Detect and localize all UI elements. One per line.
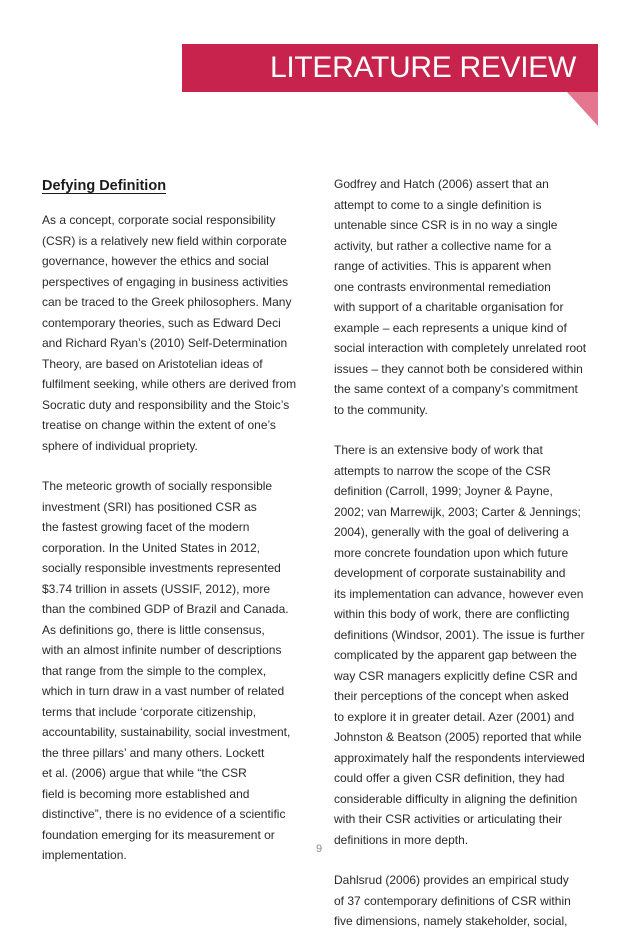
paragraph: There is an extensive body of work that attempts to narrow the scope of the CSR definition (Carroll, 1999; Joyner & Payne, 2002; van Marrewijk, 2003; Carter & Jennings; 2004), generally with the goal of delivering a more concrete foundation upon which future development of corporate sustainability and its implementation can advance, however even within this body of work, there are conflicting definitions (Windsor, 2001). The issue is further complicated by the apparent gap between the way CSR managers explicitly define CSR and their perceptions of the concept when asked to explore it in greater detail. Azer (2001) and Johnston & Beatson (2005) reported that while approximately half the respondents interviewed could offer a given CSR definition, they had considerable difficulty in aligning the definition with their CSR activities or articulating their definitions in more depth. xyxy=(334,443,585,847)
section-title: LITERATURE REVIEW xyxy=(269,51,576,84)
section-heading: Defying Definition xyxy=(42,178,167,194)
page-number: 9 xyxy=(315,843,323,855)
right-column xyxy=(334,174,600,952)
paragraph: The meteoric growth of socially responsible investment (SRI) has positioned CSR as the fastest growing facet of the modern corporation. In the United States in 2012, socially responsible investments represented $3.74 trillion in assets (USSIF, 2012), more than the combined GDP of Brazil and Canada. As definitions go, there is little consensus, with an almost infinite number of descriptions that range from the simple to the complex, which in turn draw in a vast number of related terms that include ‘corporate citizenship, accountability, sustainability, social investment, the three pillars’ and many others. Lockett et al. (2006) argue that while “the CSR field is becoming more established and distinctive”, there is no evidence of a scientific foundation emerging for its measurement or implementation. xyxy=(42,479,291,862)
left-column xyxy=(42,174,304,886)
paragraph: Dahlsrud (2006) provides an empirical study of 37 contemporary definitions of CSR within five dimensions, namely stakeholder, social, xyxy=(334,873,571,928)
banner-fold-triangle xyxy=(567,92,598,126)
paragraph: As a concept, corporate social responsibility (CSR) is a relatively new field within corporate governance, however the ethics and social perspectives of engaging in business activities can be traced to the Greek philosophers. Many contemporary theories, such as Edward Deci and Richard Ryan’s (2010) Self-Determination Theory, are based on Aristotelian ideas of fulfilment seeking, while others are derived from Socratic duty and responsibility and the Stoic’s treatise on change within the extent of one’s sphere of individual propriety. xyxy=(42,213,297,453)
section-banner xyxy=(182,44,598,92)
paragraph: Godfrey and Hatch (2006) assert that an attempt to come to a single definition is untenable since CSR is in no way a single activity, but rather a collective name for a range of activities. This is apparent when one contrasts environmental remediation with support of a charitable organisation for example – each represents a unique kind of social interaction with completely unrelated root issues – they cannot both be considered within the same context of a company’s commitment to the community. xyxy=(334,177,587,417)
